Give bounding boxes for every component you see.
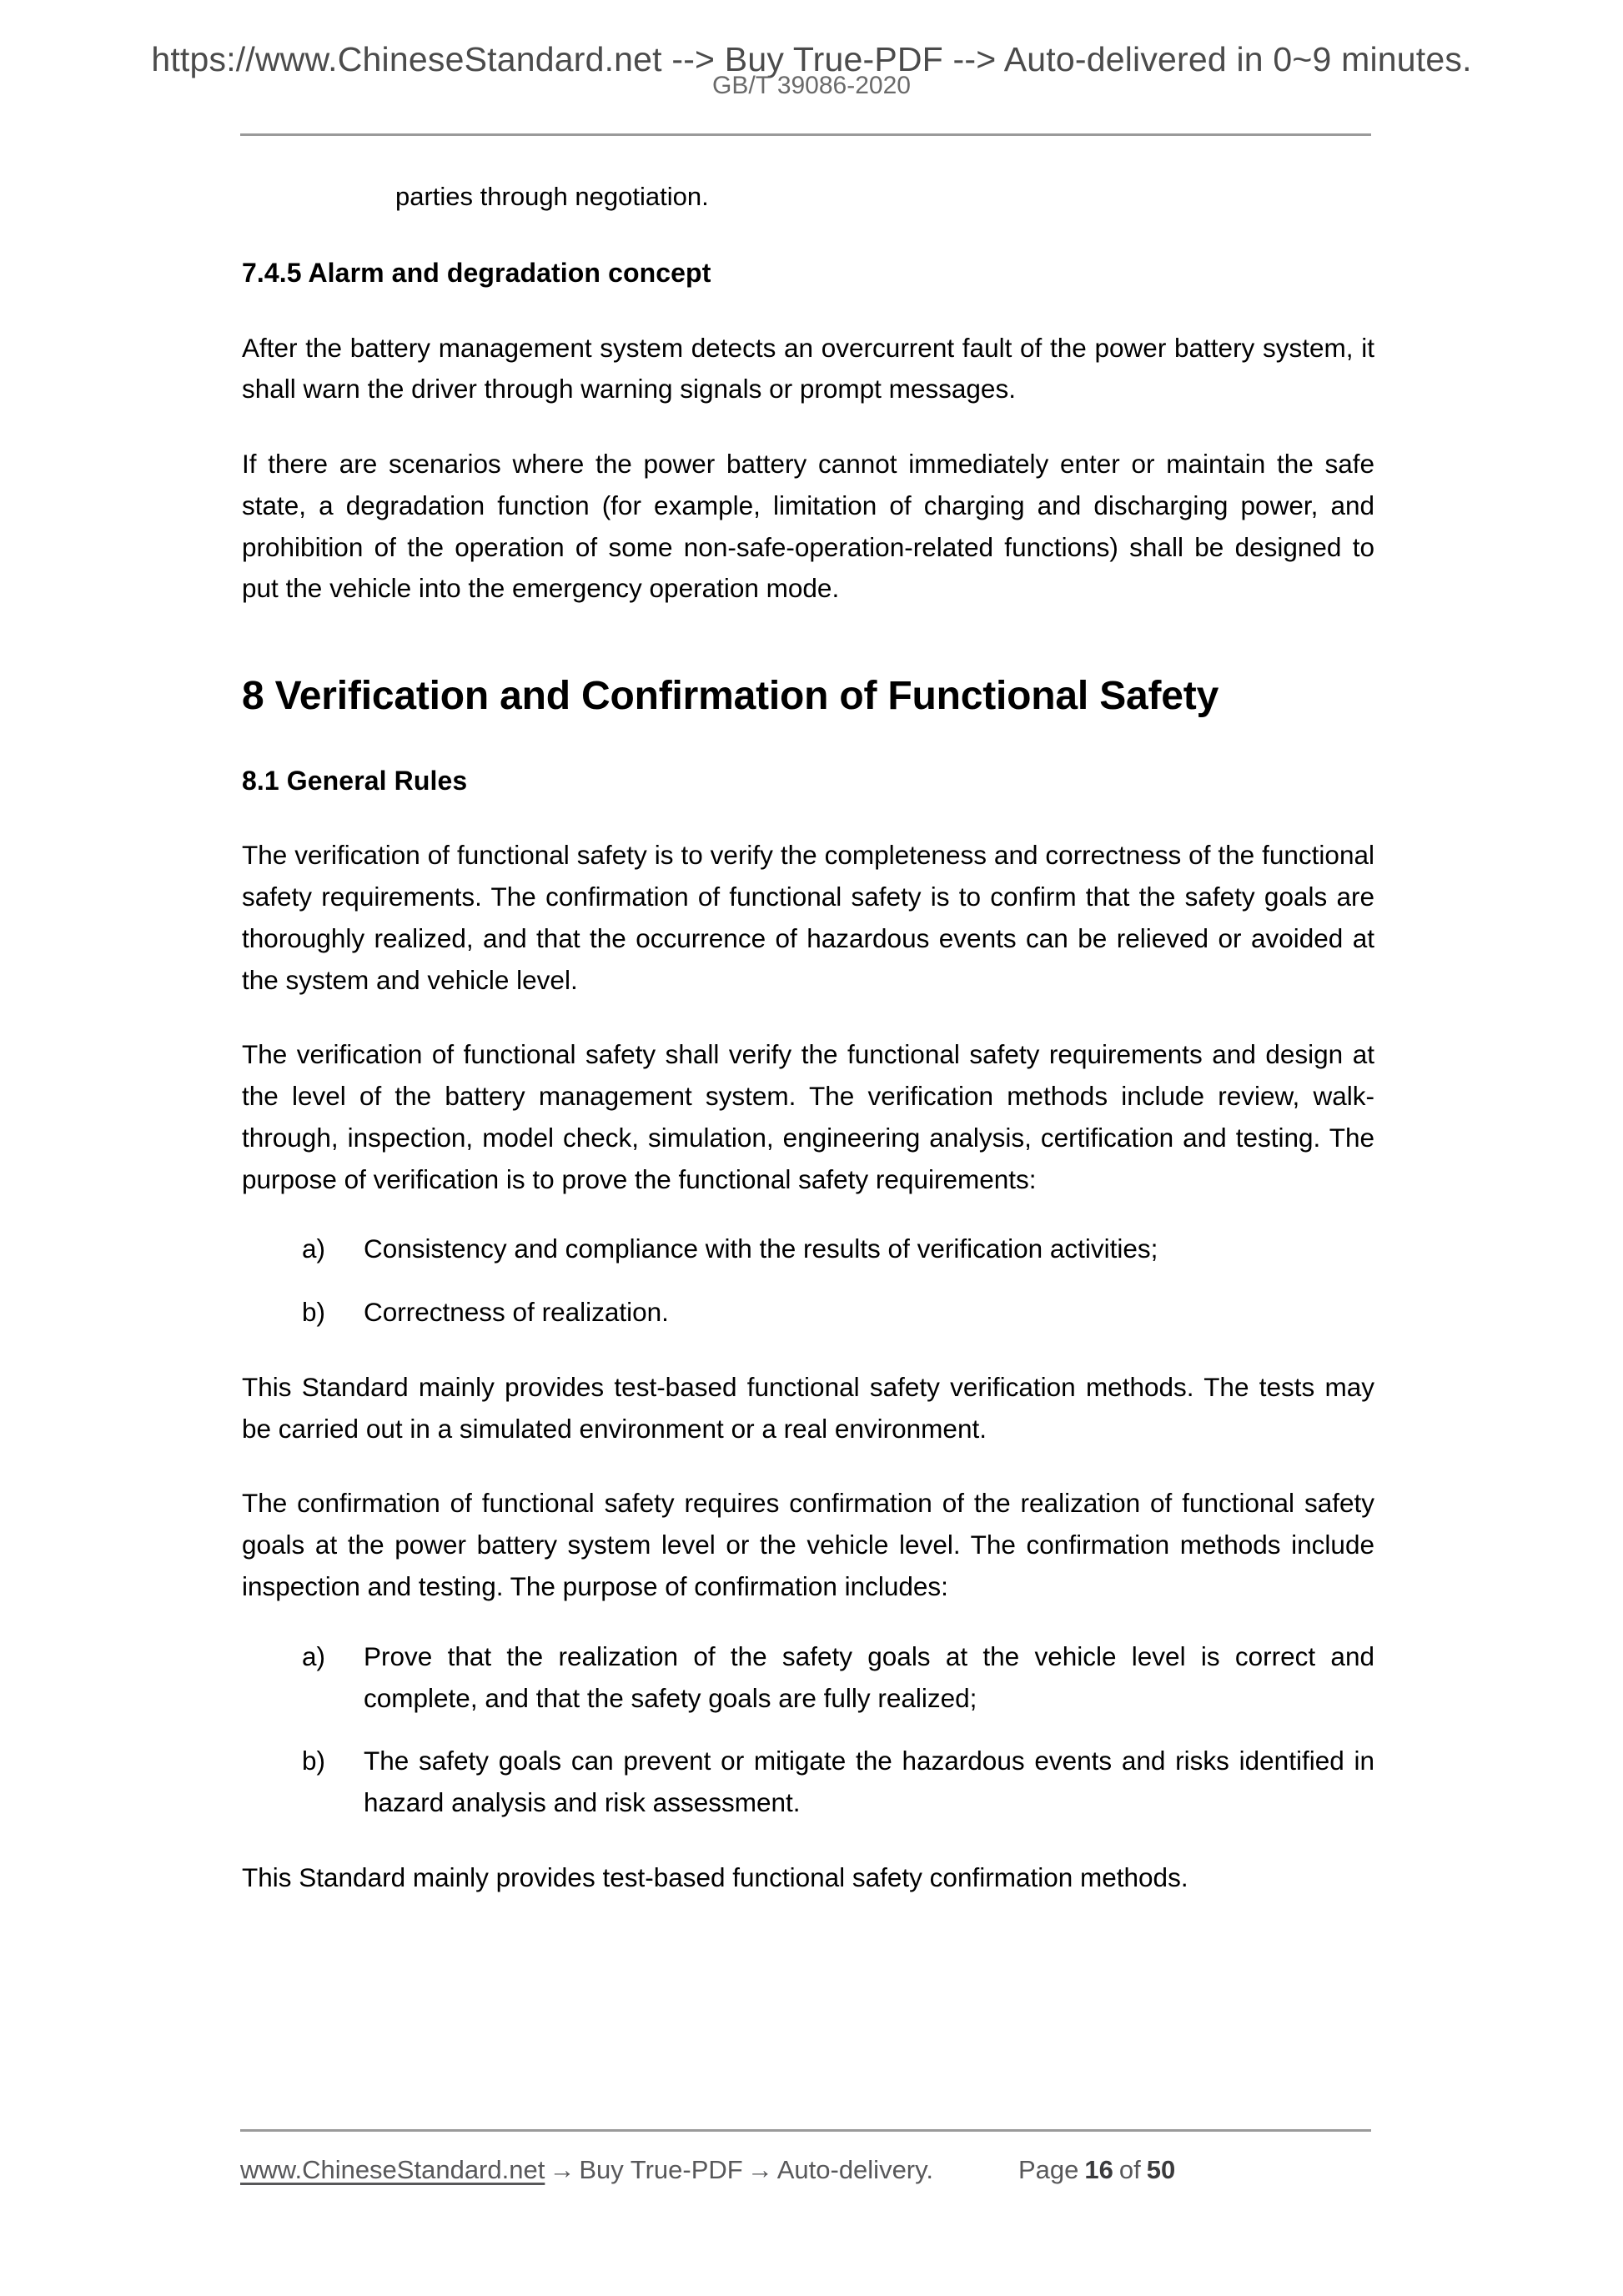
list-item-label: The safety goals can prevent or mitigate the hazardous events and risks identified in hazard analysis and risk assessment. [364,1746,1374,1818]
paragraph-81-2: The verification of functional safety shall verify the functional safety requirements and design at the level of the battery management system. The verification methods include review, walk-through, inspection, model check, simulation, engineering analysis, certification and testing. The purpose of verification is to prove the functional safety requirements: [242,1039,1374,1194]
list-item [242,1741,1374,1824]
list-item-label: Consistency and compliance with the results of verification activities; [364,1233,1158,1264]
list-item [242,1228,1374,1270]
current-page-number: 16 [1084,2155,1113,2184]
page-footer [240,2155,1373,2185]
page-content [242,163,1374,1899]
running-head-standard-number: GB/T 39086-2020 [712,72,911,99]
list-item-marker: b) [302,1746,326,1776]
arrow-right-icon: → [549,2155,575,2184]
footer-site-link[interactable]: www.ChineseStandard.net [240,2155,545,2184]
list-item [242,1636,1374,1720]
paragraph-alarm-1: After the battery management system detects an overcurrent fault of the power battery system, it shall warn the driver through warning signals or prompt messages. [242,332,1374,404]
paragraph-81-1: The verification of functional safety is to verify the completeness and correctness of the functional safety requirements. The confirmation of functional safety is to confirm that the safety goals are thoroughly realized, and that the occurrence of hazardous events can be relieved or avoided at the system and vehicle level. [242,840,1374,995]
page-label: Page [1018,2155,1079,2184]
total-page-count: 50 [1146,2155,1176,2184]
arrow-right-icon: → [746,2155,773,2184]
list-item-marker: a) [302,1233,326,1264]
footer-promo-text [240,2155,933,2185]
paragraph-alarm-2: If there are scenarios where the power battery cannot immediately enter or maintain the safe state, a degradation function (for example, limitation of charging and discharging power, and prohibition of the operation of some non-safe-operation-related functions) shall be designed to put the vehicle into the emergency operation mode. [242,449,1374,604]
list-item-marker: a) [302,1640,326,1671]
heading-7-4-5: 7.4.5 Alarm and degradation concept [242,258,711,289]
list-verification-purposes [242,1228,1374,1334]
paragraph-81-5: This Standard mainly provides test-based functional safety confirmation methods. [242,1861,1188,1892]
list-item-label: Correctness of realization. [364,1297,669,1328]
heading-8-1: 8.1 General Rules [242,765,468,796]
paragraph-81-3: This Standard mainly provides test-based functional safety verification methods. The tests may be carried out in a simulated environment or a real environment. [242,1371,1374,1444]
page-number-indicator [1015,2155,1178,2185]
header-watermark: https://www.ChineseStandard.net --> Buy True-PDF --> Auto-delivered in 0~9 minutes. [151,40,1472,78]
list-item [242,1292,1374,1334]
of-label: of [1118,2155,1141,2184]
footer-divider [240,2129,1371,2132]
footer-segment-delivery: Auto-delivery. [776,2155,933,2184]
heading-section-8: 8 Verification and Confirmation of Functional Safety [242,674,1219,719]
paragraph-81-4: The confirmation of functional safety requires confirmation of the realization of functional safety goals at the power battery system level or the vehicle level. The confirmation methods include inspection and testing. The purpose of confirmation includes: [242,1488,1374,1601]
list-confirmation-purposes [242,1636,1374,1824]
footer-segment-buy: Buy True-PDF [579,2155,743,2184]
list-item-marker: b) [302,1297,326,1328]
header-divider [240,133,1371,136]
list-item-label: Prove that the realization of the safety goals at the vehicle level is correct and complete, and that the safety goals are fully realized; [364,1640,1374,1713]
paragraph-continuation: parties through negotiation. [395,182,709,211]
